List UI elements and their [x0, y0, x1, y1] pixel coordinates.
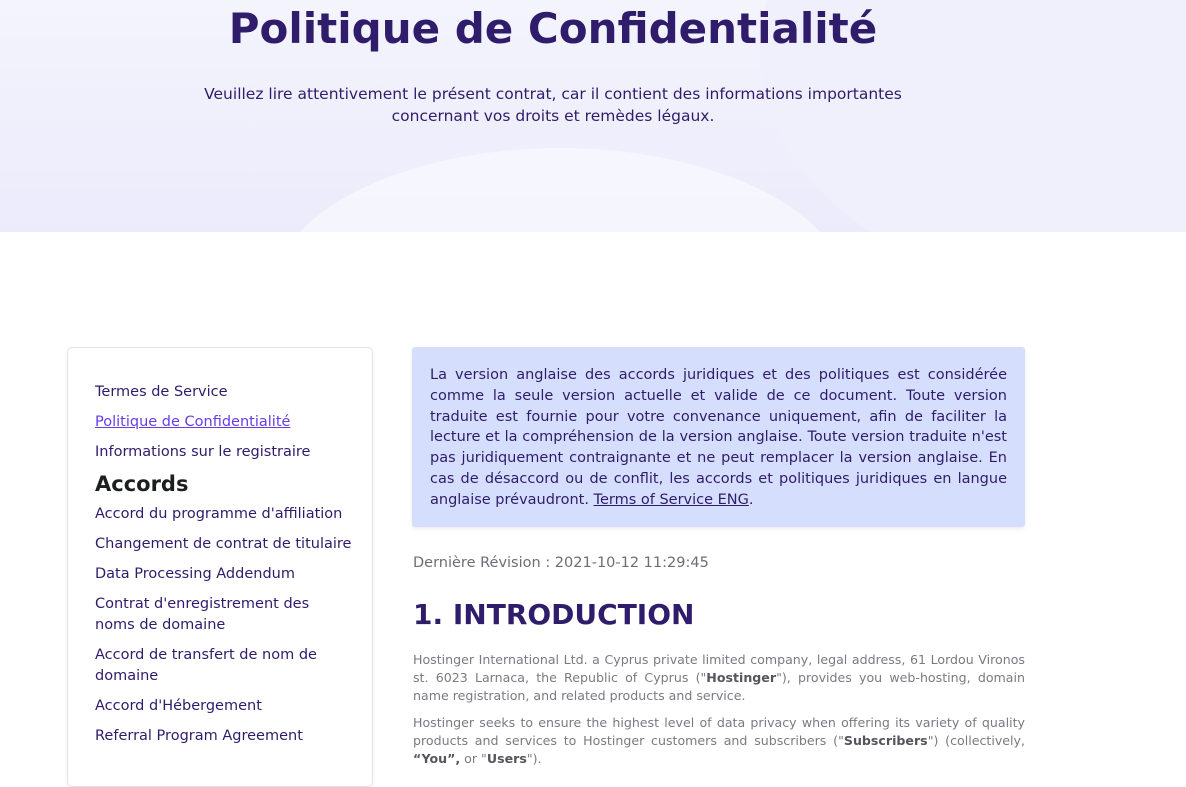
- section-heading: 1. INTRODUCTION: [413, 598, 695, 631]
- sidebar-section-title: Accords: [95, 472, 189, 496]
- sidebar-link-domain-transfer[interactable]: Accord de transfert de nom de domaine: [95, 647, 317, 684]
- notice-text: La version anglaise des accords juridiques et des politiques est considérée comme la seule version actuelle et valide de ce document. Toute version traduite est fournie pour votre convenance uniquement, afin de faciliter la lecture et la compréhension de la version anglaise. Toute version traduite n'est pas juridiquement contraignante et ne peut remplacer la version anglaise. En cas de désaccord ou de conflit, les accords et politiques juridiques en langue anglaise prévaudront.: [430, 367, 1007, 508]
- sidebar-link-referral[interactable]: Referral Program Agreement: [95, 728, 303, 744]
- translation-notice: [412, 347, 1025, 527]
- terms-eng-link[interactable]: Terms of Service ENG: [593, 491, 749, 508]
- last-revision: Dernière Révision : 2021-10-12 11:29:45: [413, 555, 709, 571]
- legal-sidebar: [67, 347, 373, 787]
- page-subtitle: Veuillez lire attentivement le présent contrat, car il contient des informations importantes concernant vos droits et remèdes légaux.: [204, 85, 902, 125]
- sidebar-link-terms[interactable]: Termes de Service: [95, 384, 228, 400]
- hero-banner: [0, 0, 1186, 232]
- sidebar-link-registrar[interactable]: Informations sur le registraire: [95, 444, 311, 460]
- sidebar-link-data-processing[interactable]: Data Processing Addendum: [95, 566, 295, 582]
- intro-paragraph-2: Hostinger seeks to ensure the highest level of data privacy when offering its variety of quality products and services to Hostinger customers and subscribers ("Subscribers") (collectively, “You”, or "Users").: [413, 715, 1025, 766]
- sidebar-link-hosting[interactable]: Accord d'Hébergement: [95, 698, 262, 714]
- sidebar-link-registrant-change[interactable]: Changement de contrat de titulaire: [95, 536, 352, 552]
- sidebar-link-domain-registration[interactable]: Contrat d'enregistrement des noms de domaine: [95, 596, 310, 633]
- sidebar-link-affiliate[interactable]: Accord du programme d'affiliation: [95, 506, 343, 522]
- decorative-arc: [270, 148, 850, 232]
- page-title: Politique de Confidentialité: [228, 4, 878, 53]
- intro-paragraph-1: Hostinger International Ltd. a Cyprus private limited company, legal address, 61 Lordou Vironos st. 6023 Larnaca, the Republic of Cyprus ("Hostinger"), provides you web-hosting, domain name registration, and related products and service.: [413, 652, 1025, 703]
- notice-end: .: [748, 491, 754, 508]
- sidebar-link-privacy[interactable]: Politique de Confidentialité: [95, 414, 291, 430]
